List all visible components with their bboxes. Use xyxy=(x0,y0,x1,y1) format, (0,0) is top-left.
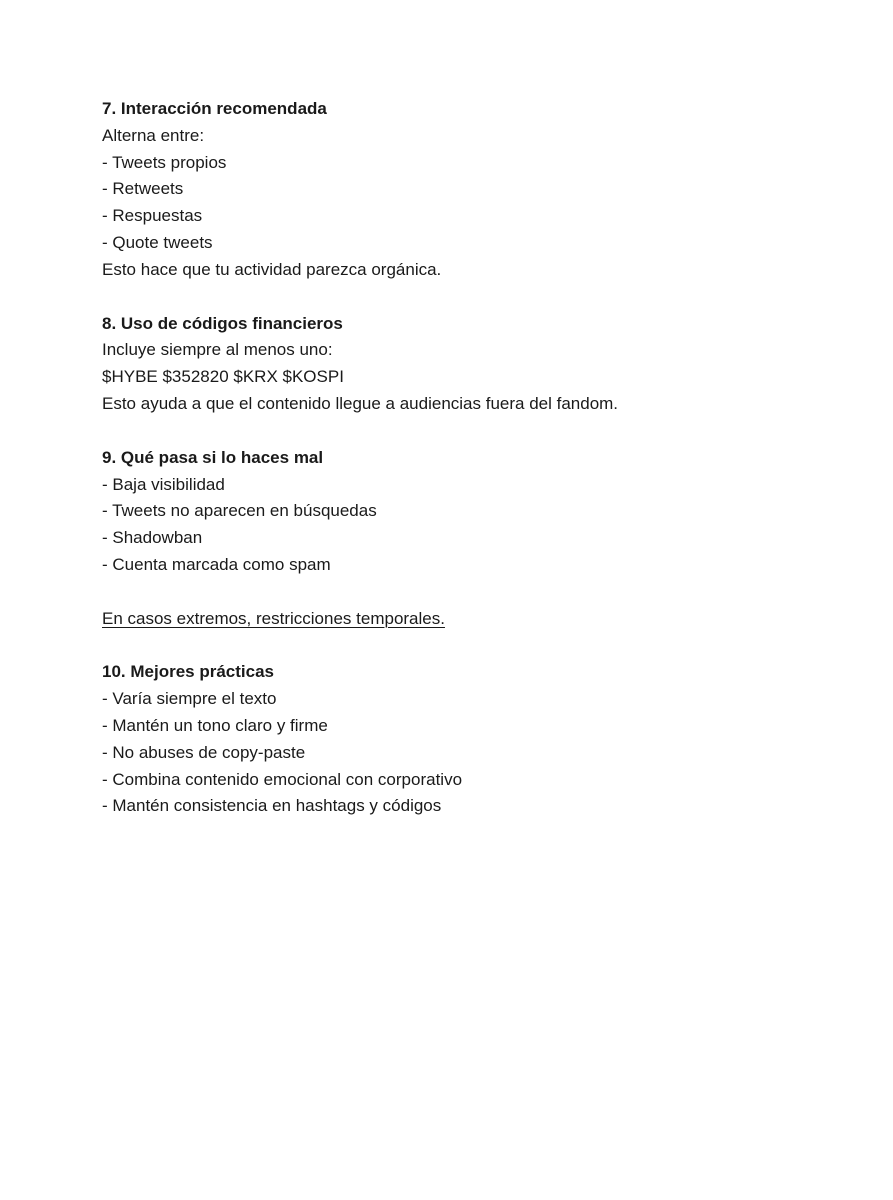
section-heading: 9. Qué pasa si lo haces mal xyxy=(102,447,324,467)
blank-line xyxy=(102,579,842,606)
list-item: - Mantén un tono claro y firme xyxy=(102,715,328,735)
list-item: - Varía siempre el texto xyxy=(102,689,277,709)
list-item: - Mantén consistencia en hashtags y códigos xyxy=(102,796,442,816)
list-item: - Cuenta marcada como spam xyxy=(102,554,331,574)
list-item: - Baja visibilidad xyxy=(102,474,225,494)
section-9-consequences xyxy=(102,445,842,633)
body-line: Alterna entre: xyxy=(102,125,205,145)
document-body xyxy=(102,96,842,820)
ticker-codes-line: $HYBE $352820 $KRX $KOSPI xyxy=(102,367,344,387)
section-heading: 7. Interacción recomendada xyxy=(102,99,327,118)
body-line: Esto ayuda a que el contenido llegue a audiencias fuera del fandom. xyxy=(102,393,619,413)
body-line: Incluye siempre al menos uno: xyxy=(102,340,333,360)
section-heading: 10. Mejores prácticas xyxy=(102,662,274,682)
list-item: - Respuestas xyxy=(102,206,203,226)
list-item: - Shadowban xyxy=(102,528,203,548)
list-item: - Quote tweets xyxy=(102,232,213,252)
section-heading: 8. Uso de códigos financieros xyxy=(102,313,343,333)
list-item: - Tweets no aparecen en búsquedas xyxy=(102,501,377,521)
list-item: - Retweets xyxy=(102,179,184,199)
list-item: - Combina contenido emocional con corporativo xyxy=(102,769,463,789)
list-item: - No abuses de copy-paste xyxy=(102,742,306,762)
section-10-best-practices xyxy=(102,659,842,820)
list-item: - Tweets propios xyxy=(102,152,227,172)
section-8-financial-codes xyxy=(102,311,842,418)
section-7-recommended-interaction xyxy=(102,96,842,284)
body-line: Esto hace que tu actividad parezca orgánica. xyxy=(102,259,442,279)
underlined-note: En casos extremos, restricciones temporales. xyxy=(102,608,445,628)
